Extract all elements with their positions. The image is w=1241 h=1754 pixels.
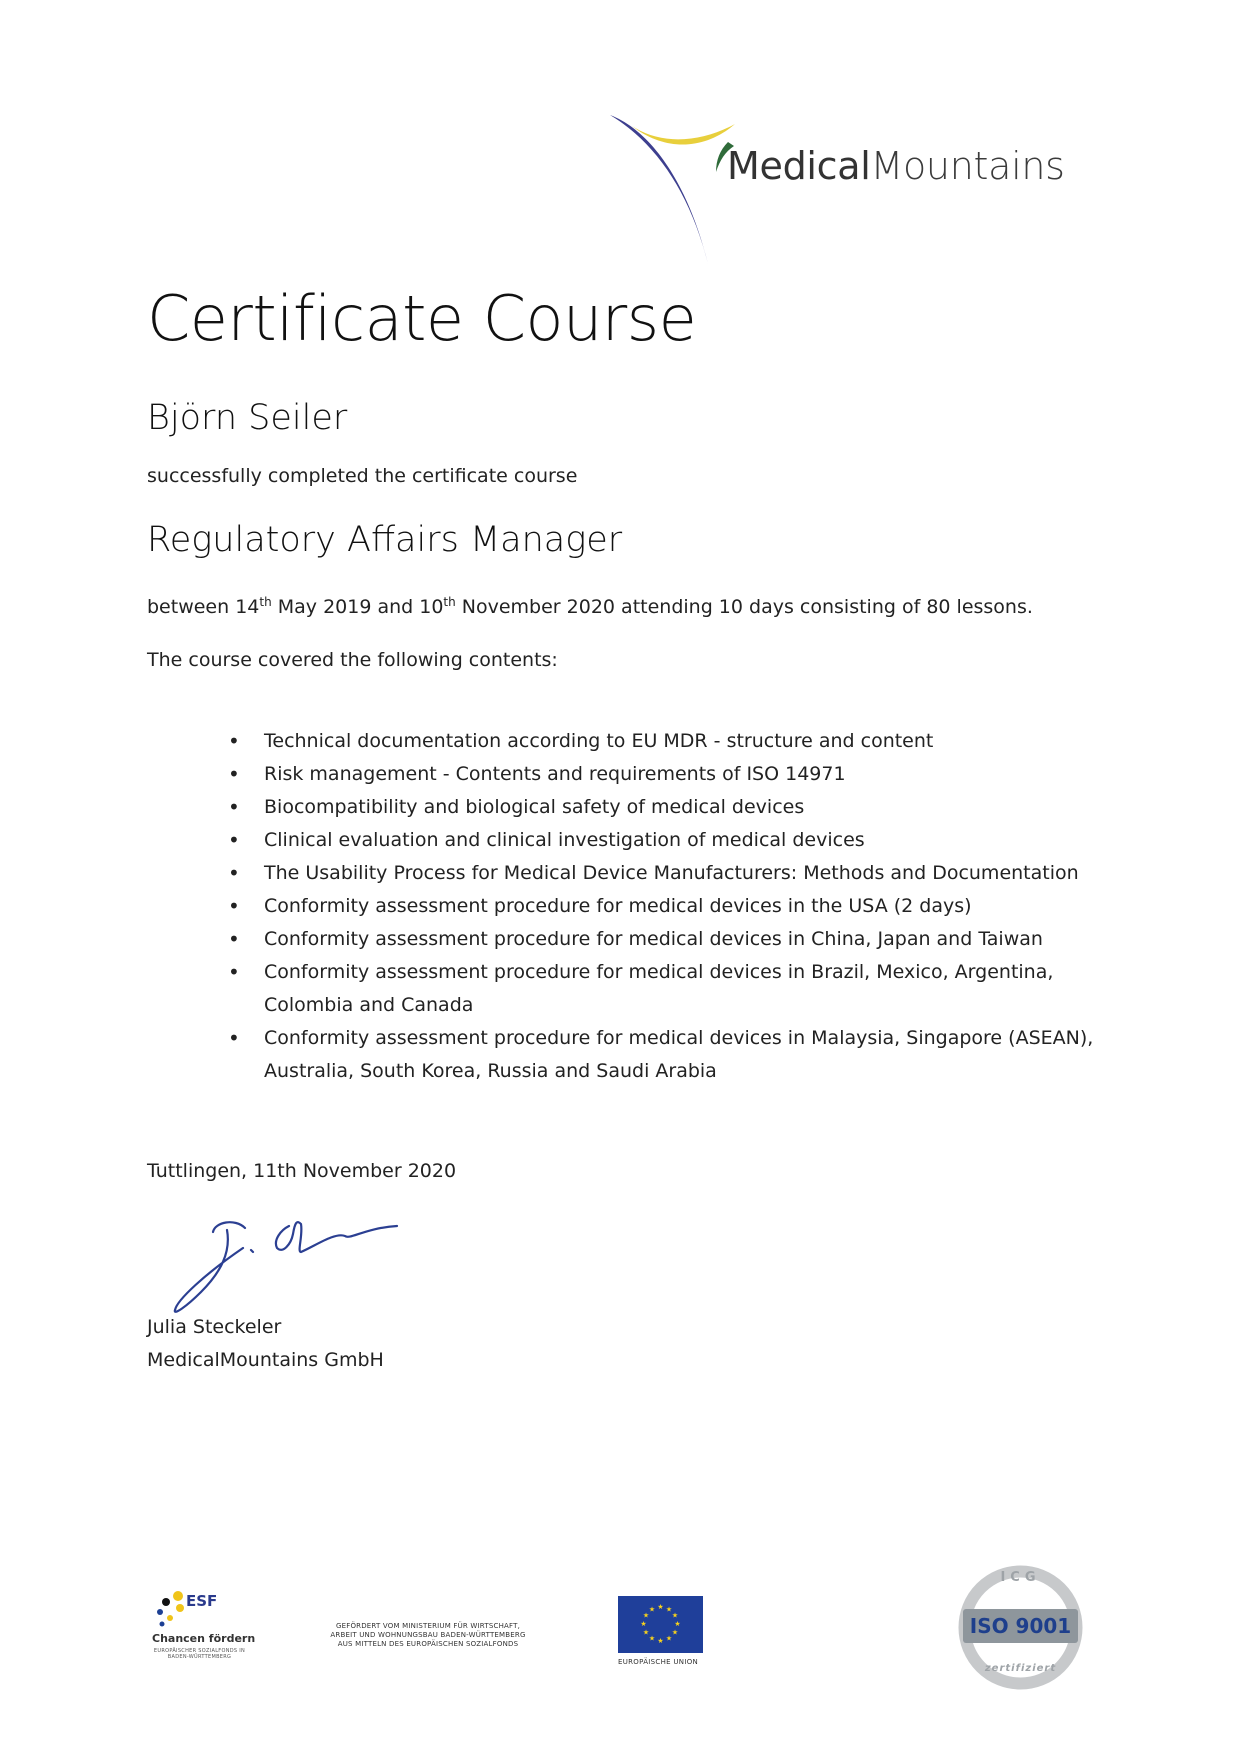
list-item: • Conformity assessment procedure for medical devices in Malaysia, Singapore (ASEAN), Australia, South Korea, Russia and Saudi Arabia [228,1022,1128,1088]
svg-text:★: ★ [640,1620,647,1628]
company-name: MedicalMountains GmbH [147,1349,384,1371]
svg-text:★: ★ [665,1634,673,1643]
svg-text:★: ★ [657,1603,664,1611]
svg-text:★: ★ [642,1628,650,1637]
list-item: • The Usability Process for Medical Device Manufacturers: Methods and Documentation [228,857,1128,890]
funding-note [318,1622,538,1649]
esf-wordmark: ESF [186,1592,218,1610]
list-item: • Technical documentation according to EU MDR - structure and content [228,725,1128,758]
list-item: • Clinical evaluation and clinical investigation of medical devices [228,824,1128,857]
svg-text:★: ★ [648,1605,656,1614]
list-item: • Conformity assessment procedure for medical devices in China, Japan and Taiwan [228,923,1128,956]
svg-text:★: ★ [665,1605,673,1614]
svg-text:★: ★ [671,1611,679,1620]
eu-flag-icon [618,1596,703,1653]
svg-text:★: ★ [657,1637,664,1645]
funding-line: AUS MITTELN DES EUROPÄISCHEN SOZIALFONDS [337,1640,519,1648]
esf-slogan: Chancen fördern [152,1632,256,1645]
signer-name: Julia Steckeler [147,1316,282,1338]
iso-seal-bottom-text: zertifiziert [984,1663,1057,1674]
list-item: • Risk management - Contents and requirements of ISO 14971 [228,758,1128,791]
eu-label: EUROPÄISCHE UNION [618,1658,699,1666]
certificate-title: Certificate Course [147,282,697,355]
recipient-name: Björn Seiler [147,398,348,438]
period-prefix: between 14 [147,596,260,618]
iso-seal-top-text: ICG [1000,1570,1041,1585]
medicalmountains-logo [610,112,1110,272]
svg-text:★: ★ [642,1611,650,1620]
logo-swoosh-icon [610,112,740,272]
course-contents-list [228,725,1128,1088]
svg-text:★: ★ [648,1634,656,1643]
iso-9001-badge: ISO 9001 [963,1609,1078,1643]
logo-wordmark [727,144,1065,188]
svg-text:★: ★ [674,1620,681,1628]
eu-logo [618,1596,708,1671]
logo-word-medical: Medical [727,144,871,188]
course-period [147,596,1033,618]
esf-subtitle: EUROPÄISCHER SOZIALFONDS IN BADEN-WÜRTTEMBERG [153,1648,246,1660]
funding-line: GEFÖRDERT VOM MINISTERIUM FÜR WIRTSCHAFT, [335,1622,521,1630]
signature-image [165,1212,415,1322]
contents-intro: The course covered the following contents: [147,649,558,671]
period-middle: May 2019 and 10 [271,596,444,618]
list-item: • Conformity assessment procedure for medical devices in the USA (2 days) [228,890,1128,923]
logo-word-mountains: Mountains [870,144,1065,188]
list-item: • Conformity assessment procedure for medical devices in Brazil, Mexico, Argentina, Colombia and Canada [228,956,1128,1022]
place-and-date: Tuttlingen, 11th November 2020 [147,1160,457,1182]
funding-line: ARBEIT UND WOHNUNGSBAU BADEN-WÜRTTEMBERG [330,1631,526,1639]
period-sup-start: th [259,595,272,609]
course-name: Regulatory Affairs Manager [147,520,623,560]
iso-9001-seal [958,1565,1083,1690]
completion-statement: successfully completed the certificate course [147,465,578,487]
list-item: • Biocompatibility and biological safety of medical devices [228,791,1128,824]
esf-dots-icon [152,1590,188,1630]
svg-text:★: ★ [671,1628,679,1637]
period-sup-end: th [443,595,456,609]
esf-logo [150,1590,256,1670]
period-suffix: November 2020 attending 10 days consisting of 80 lessons. [455,596,1033,618]
